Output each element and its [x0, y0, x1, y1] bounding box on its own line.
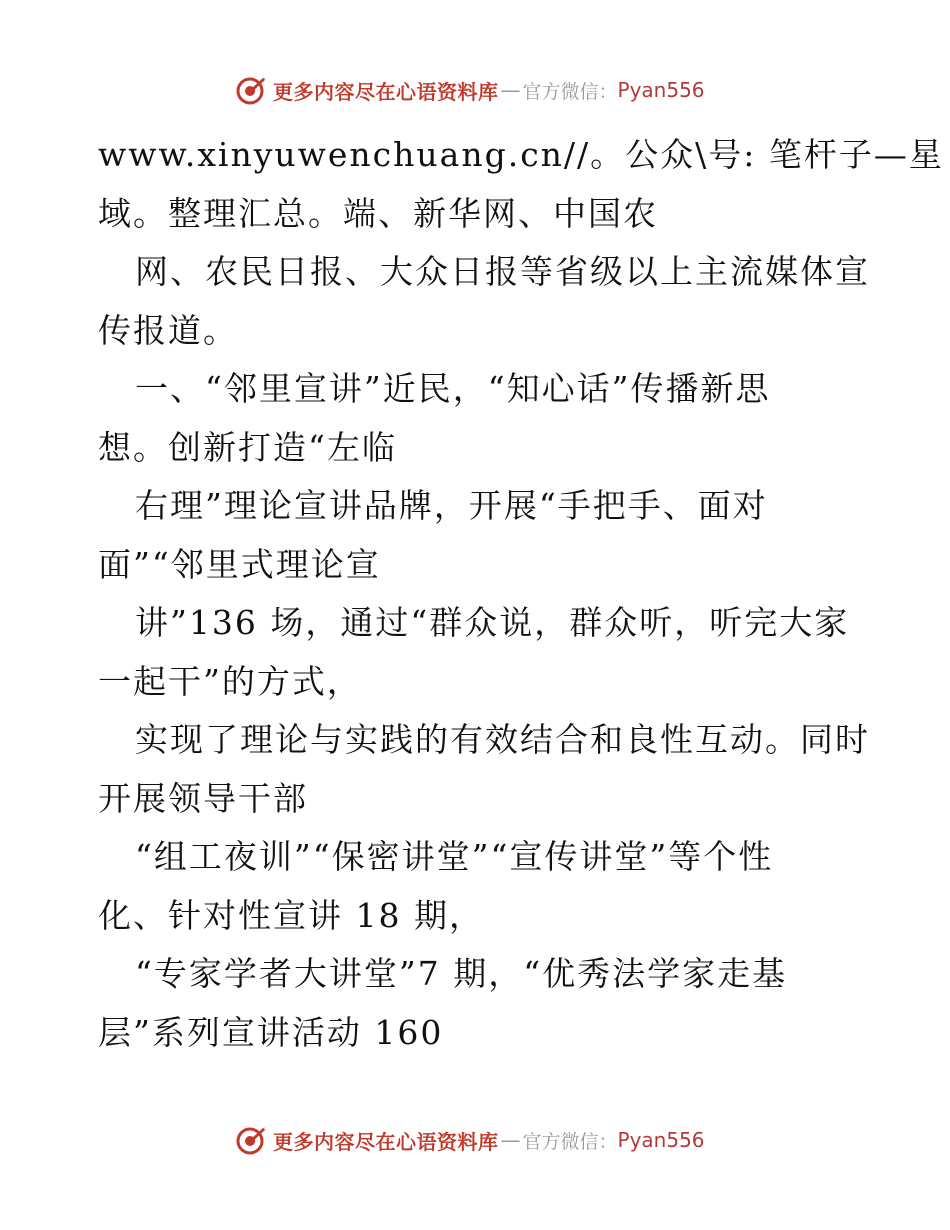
- body-line: 域。整理汇总。端、新华网、中国农: [98, 193, 658, 233]
- body-line: “组工夜训”“保密讲堂”“宣传讲堂”等个性: [135, 837, 774, 876]
- header-banner-text: 更多内容尽在心语资料库: [273, 79, 499, 104]
- body-line: 面”“邻里式理论宣: [98, 544, 381, 584]
- footer-official-label: 官方微信：: [522, 1130, 618, 1153]
- body-line: 讲”136 场，通过“群众说，群众听，听完大家: [135, 603, 850, 642]
- header-official-label: 官方微信：: [522, 80, 618, 103]
- body-line: 开展领导干部: [98, 778, 308, 818]
- body-line: 一起干”的方式，: [98, 661, 362, 701]
- footer-banner-separator: —: [500, 1128, 521, 1152]
- footer-wechat-id: Pyan556: [617, 1128, 705, 1152]
- pen-circle-logo-icon: [235, 74, 267, 106]
- body-line: “专家学者大讲堂”7 期，“优秀法学家走基: [135, 954, 788, 993]
- body-line: www.xinyuwenchuang.cn//。公众\号: 笔杆子—星: [98, 135, 944, 174]
- body-line: 想。创新打造“左临: [98, 427, 397, 467]
- body-line: 层”系列宣讲活动 160: [98, 1012, 444, 1052]
- footer-banner[interactable]: [235, 1122, 715, 1158]
- footer-banner-text: 更多内容尽在心语资料库: [273, 1129, 499, 1154]
- pen-circle-logo-icon: [235, 1124, 267, 1156]
- body-line: 传报道。: [98, 310, 238, 350]
- body-line: 实现了理论与实践的有效结合和良性互动。同时: [135, 720, 870, 759]
- document-body: [98, 126, 944, 1062]
- header-banner[interactable]: [235, 72, 715, 108]
- body-line: 网、农民日报、大众日报等省级以上主流媒体宣: [135, 252, 870, 291]
- header-banner-separator: —: [500, 78, 521, 102]
- header-wechat-id: Pyan556: [617, 78, 705, 102]
- body-line: 右理”理论宣讲品牌，开展“手把手、面对: [135, 486, 768, 525]
- body-line: 一、“邻里宣讲”近民，“知心话”传播新思: [135, 369, 771, 408]
- body-line: 化、针对性宣讲 18 期，: [98, 895, 484, 935]
